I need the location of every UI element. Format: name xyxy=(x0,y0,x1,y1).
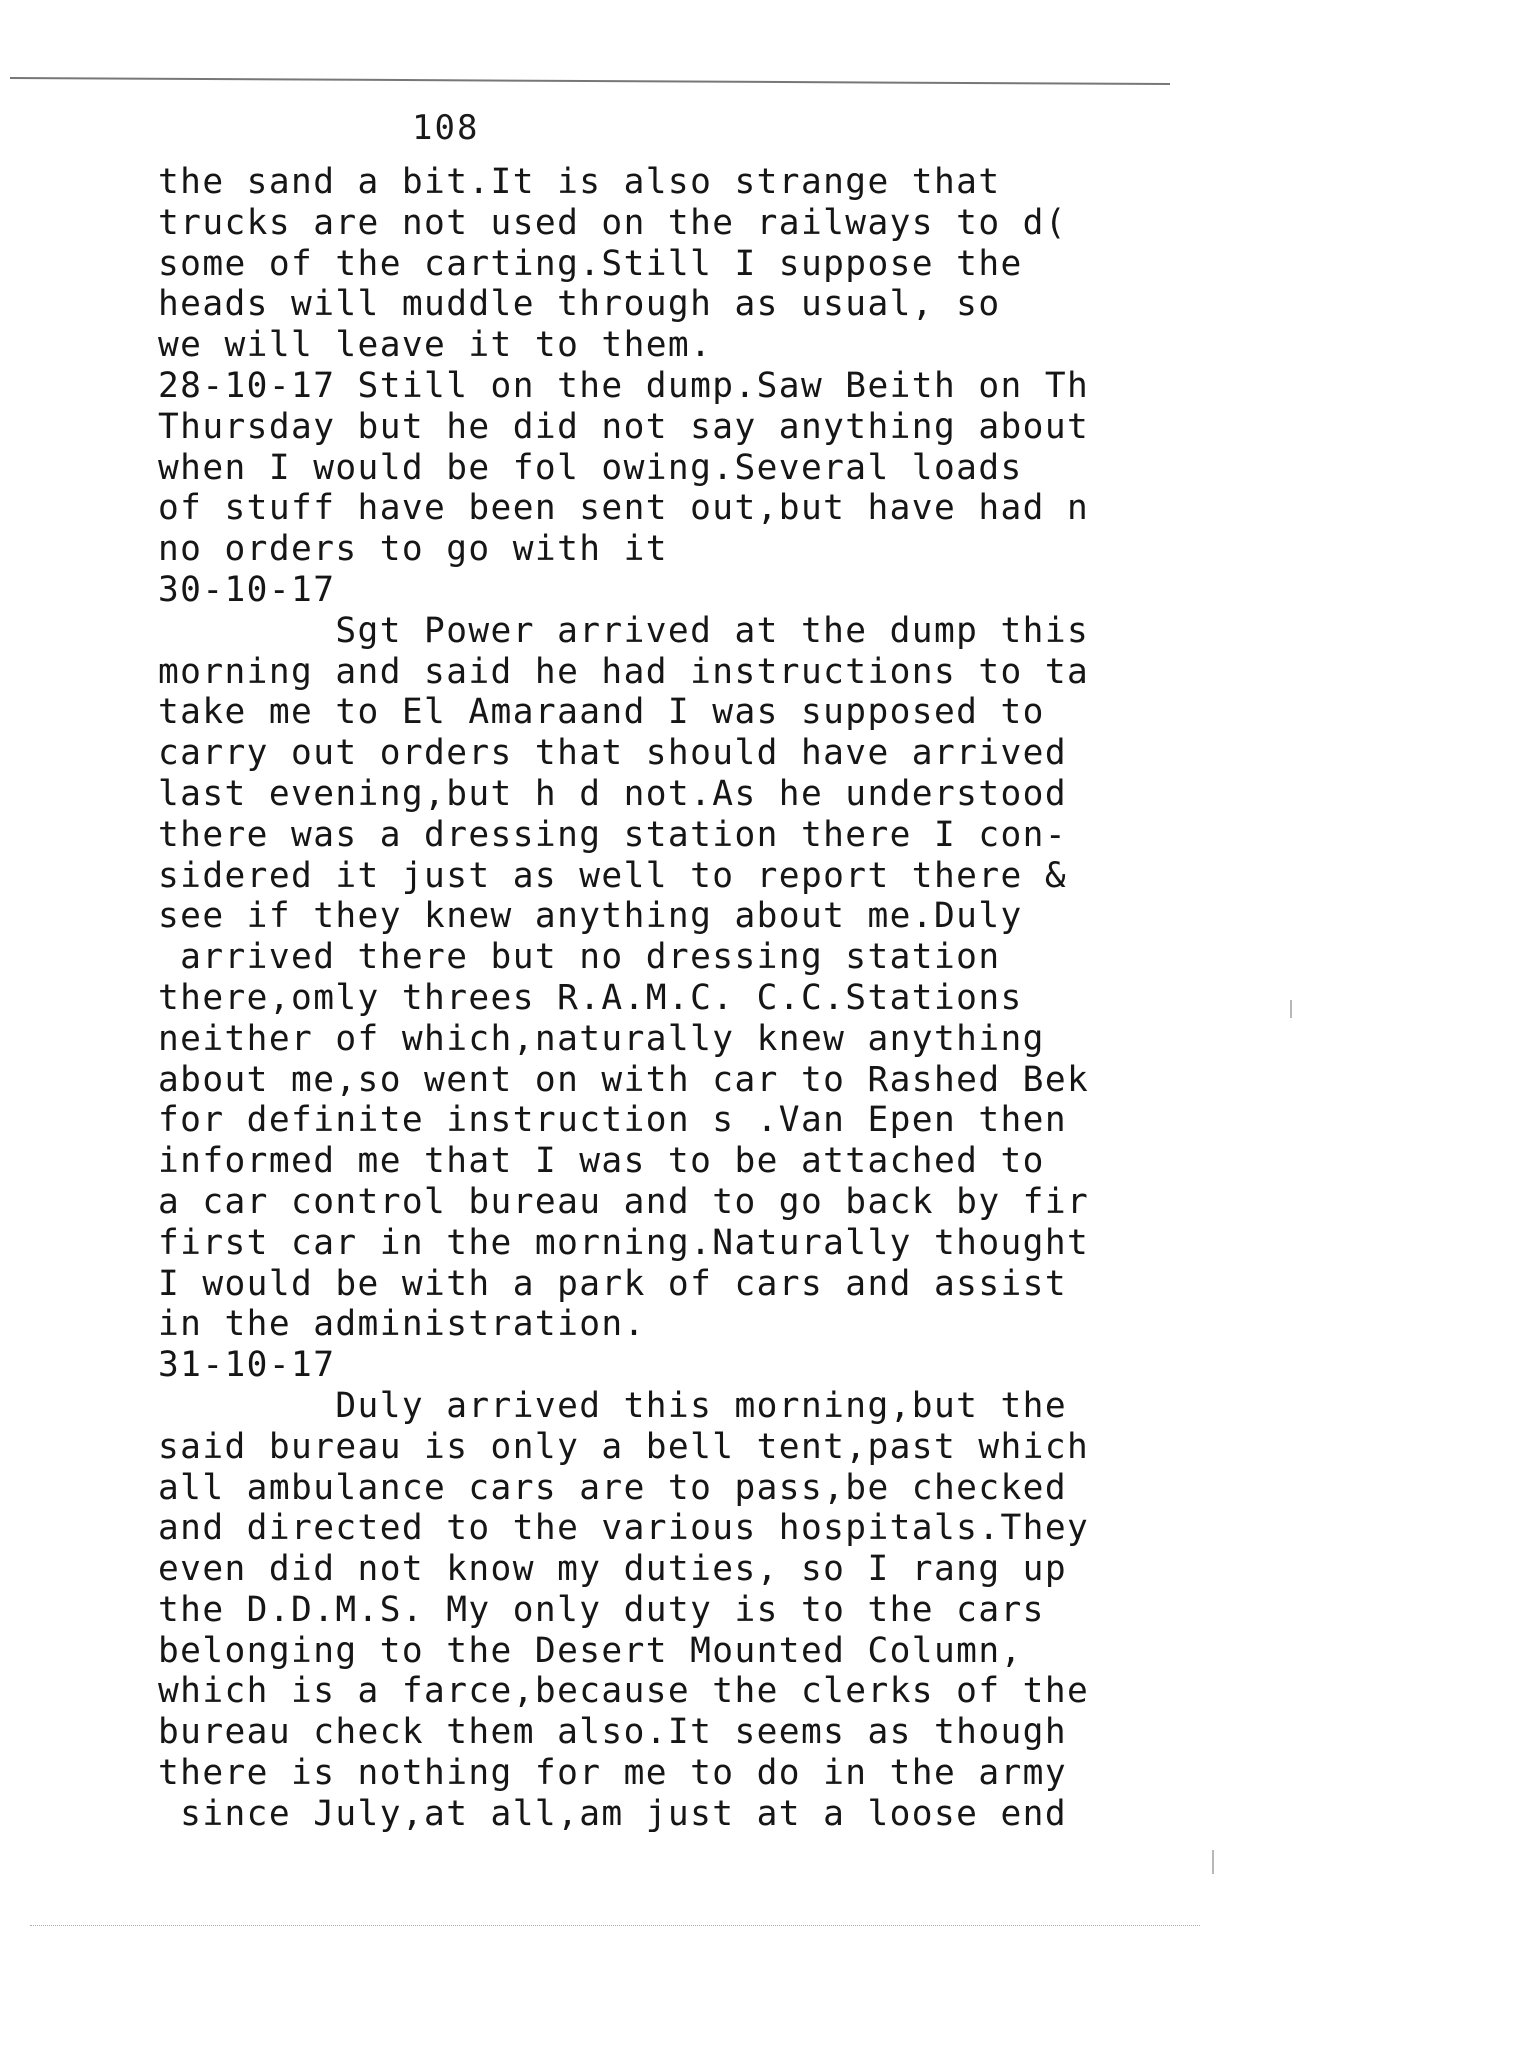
text-line: I would be with a park of cars and assist xyxy=(158,1263,1068,1304)
text-line: no orders to go with it xyxy=(158,529,668,570)
text-line: which is a farce,because the clerks of the xyxy=(158,1671,1090,1712)
text-line: there is nothing for me to do in the army xyxy=(158,1753,1068,1794)
scan-right-mark xyxy=(1212,1850,1214,1874)
text-line: since July,at all,am just at a loose end xyxy=(158,1793,1068,1834)
page-number: 108 xyxy=(412,108,480,148)
text-line: Duly arrived this morning,but the xyxy=(158,1385,1068,1426)
text-line: morning and said he had instructions to ta xyxy=(158,651,1090,692)
text-line: neither of which,naturally knew anything xyxy=(158,1018,1045,1059)
text-line: Sgt Power arrived at the dump this xyxy=(158,610,1090,651)
text-line: 28-10-17 Still on the dump.Saw Beith on Th xyxy=(158,365,1090,406)
text-line: about me,so went on with car to Rashed Bek xyxy=(158,1059,1090,1100)
text-line: there,omly threes R.A.M.C. C.C.Stations xyxy=(158,977,1023,1018)
text-line: heads will muddle through as usual, so xyxy=(158,284,1001,325)
text-line: see if they knew anything about me.Duly xyxy=(158,896,1023,937)
text-line: a car control bureau and to go back by fir xyxy=(158,1181,1090,1222)
scan-left-mark xyxy=(1290,1000,1292,1018)
text-line: take me to El Amaraand I was supposed to xyxy=(158,692,1045,733)
scan-top-edge xyxy=(10,77,1170,85)
text-line: and directed to the various hospitals.They xyxy=(158,1508,1090,1549)
text-line: the D.D.M.S. My only duty is to the cars xyxy=(158,1589,1045,1630)
text-line: belonging to the Desert Mounted Column, xyxy=(158,1630,1023,1671)
text-line: in the administration. xyxy=(158,1304,646,1345)
text-line: informed me that I was to be attached to xyxy=(158,1141,1045,1182)
text-line: 31-10-17 xyxy=(158,1345,336,1386)
text-line: Thursday but he did not say anything about xyxy=(158,406,1090,447)
text-line: sidered it just as well to report there & xyxy=(158,855,1068,896)
text-line: all ambulance cars are to pass,be checked xyxy=(158,1467,1068,1508)
text-line: said bureau is only a bell tent,past which xyxy=(158,1426,1090,1467)
scan-bottom-edge xyxy=(30,1925,1200,1926)
text-line: first car in the morning.Naturally thought xyxy=(158,1222,1090,1263)
text-line: there was a dressing station there I con- xyxy=(158,814,1068,855)
text-line: last evening,but h d not.As he understood xyxy=(158,773,1068,814)
text-line: trucks are not used on the railways to d( xyxy=(158,202,1068,243)
text-line: carry out orders that should have arrived xyxy=(158,733,1068,774)
text-line: the sand a bit.It is also strange that xyxy=(158,162,1001,202)
text-line: even did not know my duties, so I rang up xyxy=(158,1549,1068,1590)
text-line: 30-10-17 xyxy=(158,569,336,610)
text-line: bureau check them also.It seems as though xyxy=(158,1712,1068,1753)
text-line: we will leave it to them. xyxy=(158,325,713,366)
text-line: some of the carting.Still I suppose the xyxy=(158,243,1023,284)
text-line: for definite instruction s .Van Epen then xyxy=(158,1100,1068,1141)
text-line: arrived there but no dressing station xyxy=(158,937,1001,978)
text-line: when I would be fol owing.Several loads xyxy=(158,447,1023,488)
typed-diary-text xyxy=(158,162,1198,1882)
text-line: of stuff have been sent out,but have had n xyxy=(158,488,1090,529)
